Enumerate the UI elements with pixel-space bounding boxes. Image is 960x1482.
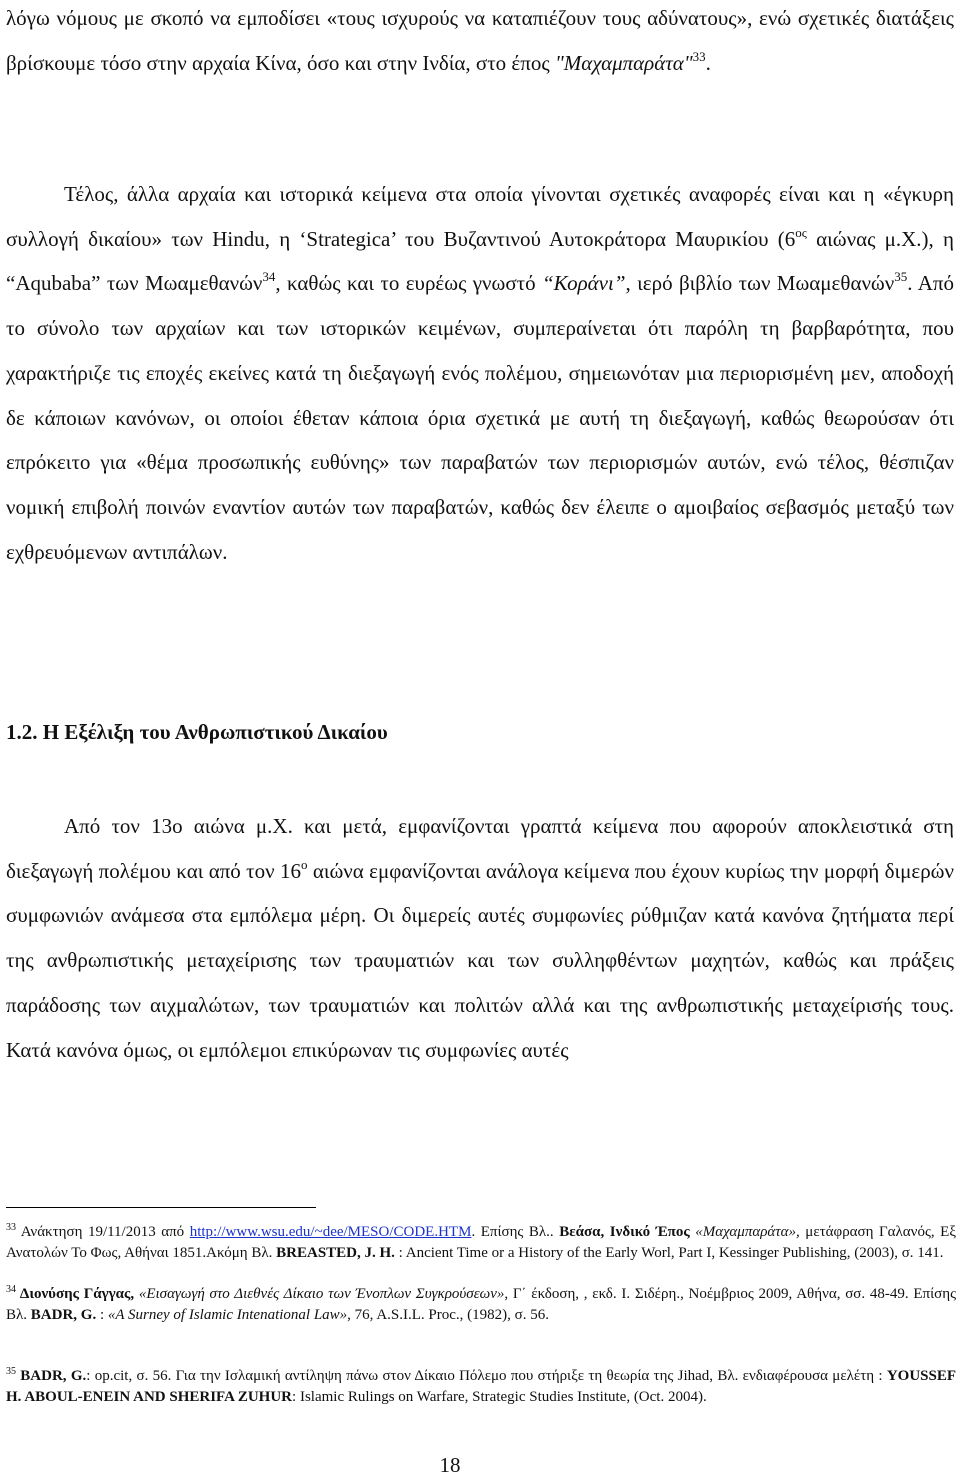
paragraph-ancient-texts: Τέλος, άλλα αρχαία και ιστορικά κείμενα στα οποία γίνονται σχετικές αναφορές είναι και η «έγκυρη συλλογή δικαίου» των Hindu, η ‘Strategica’ του Βυζαντινού Αυτοκράτορα Μαυρικίου ($6^{o\varsigma}$ αιώνας μ.Χ.), η “Aqubaba” των Μωαμεθανών$^{34}$, καθώς και το ευρέως γνωστό “Κοράνι”, ιερό βιβλίο των Μωαμεθανών$^{35}$. Από το σύνολο των αρχαίων και των ιστορικών κειμένων, συμπεραίνεται ότι παρόλη τη βαρβαρότητα, που χαρακτήριζε τις εποχές εκείνες κατά τη διεξαγωγή ενός πολέμου, σημειωνόταν μια περιορισμένη μεν, αποδοχή δε κάποιων κανόνων, οι οποίοι έθεταν κάποια όρια σχετικά με αυτή τη διεξαγωγή, καθώς θεωρούσαν ότι επρόκειτο για «θέμα προσωπικής ευθύνης» των παραβατών των περιορισμών αυτών, ενώ τέλος, θέσπιζαν νομική επιβολή ποινών εναντίον αυτών των παραβατών, καθώς δεν έλειπε ο αμοιβαίος σεβασμός μεταξύ των εχθρευόμενων αντιπάλων. <box>6 182 954 564</box>
footnote-link[interactable]: http://www.wsu.edu/~dee/MESO/CODE.HTM <box>189 1224 472 1240</box>
footnote-separator <box>6 1207 316 1208</box>
paragraph-continuation: λόγω νόμους με σκοπό να εμποδίσει «τους ισχυρούς να καταπιέζουν τους αδύνατους», ενώ σχετικές διατάξεις βρίσκουμε τόσο στην αρχαία Κίνα, όσο και στην Ινδία, στο έπος "Μαχαμπαράτα"$^{33}$. <box>6 6 954 75</box>
footnote-34: $^{34}$ Διονύσης Γάγγας, «Εισαγωγή στο Διεθνές Δίκαιο των Ένοπλων Συγκρούσεων», Γ΄ έκδοση, , εκδ. Ι. Σιδέρη., Νοέμβριος 2009, Αθήνα, σσ. 48-49. Επίσης Βλ. BADR, G. : «A Surney of Islamic Intenational Law», 76, A.S.I.L. Proc., (1982), σ. 56. <box>6 1284 957 1323</box>
page-number: 18 <box>439 1453 461 1477</box>
section-heading: 1.2. Η Εξέλιξη του Ανθρωπιστικού Δικαίου <box>6 720 388 744</box>
footnote-33: $^{33}$ Ανάκτηση 19/11/2013 από http://www.wsu.edu/~dee/MESO/CODE.HTM. Επίσης Βλ.. Βεάσα, Ινδικό Έπος «Μαχαμπαράτα», μετάφραση Γαλανός, Εξ Ανατολών Το Φως, Αθήναι 1851.Ακόμη Βλ. BREASTED, J. H. : Ancient Time or a History of the Early Worl, Part I, Kessinger Publishing, (2003), σ. 141. <box>6 1222 957 1261</box>
footnote-35: $^{35}$ BADR, G.: op.cit, σ. 56. Για την Ισλαμική αντίληψη πάνω στον Δίκαιο Πόλεμο που στήριξε τη θεωρία της Jihad, Βλ. ενδιαφέρουσα μελέτη : YOUSSEF H. ABOUL-ENEIN AND SHERIFA ZUHUR: Islamic Rulings on Warfare, Strategic Studies Institute, (Oct. 2004). <box>6 1366 957 1405</box>
paragraph-evolution: Από τον 13ο αιώνα μ.Χ. και μετά, εμφανίζονται γραπτά κείμενα που αφορούν αποκλειστικά στη διεξαγωγή πολέμου και από τον $16^o$ αιώνα εμφανίζονται ανάλογα κείμενα που έχουν κυρίως την μορφή διμερών συμφωνιών ανάμεσα στα εμπόλεμα μέρη. Οι διμερείς αυτές συμφωνίες ρύθμιζαν κατά κανόνα ζητήματα περί της ανθρωπιστικής μεταχείρισης των τραυματιών και των συλληφθέντων μαχητών, καθώς και πράξεις παράδοσης των αιχμαλώτων, των τραυματιών και πολιτών αλλά και της ανθρωπιστικής μεταχείρισής τους. Κατά κανόνα όμως, οι εμπόλεμοι επικύρωναν τις συμφωνίες αυτές <box>6 814 954 1062</box>
